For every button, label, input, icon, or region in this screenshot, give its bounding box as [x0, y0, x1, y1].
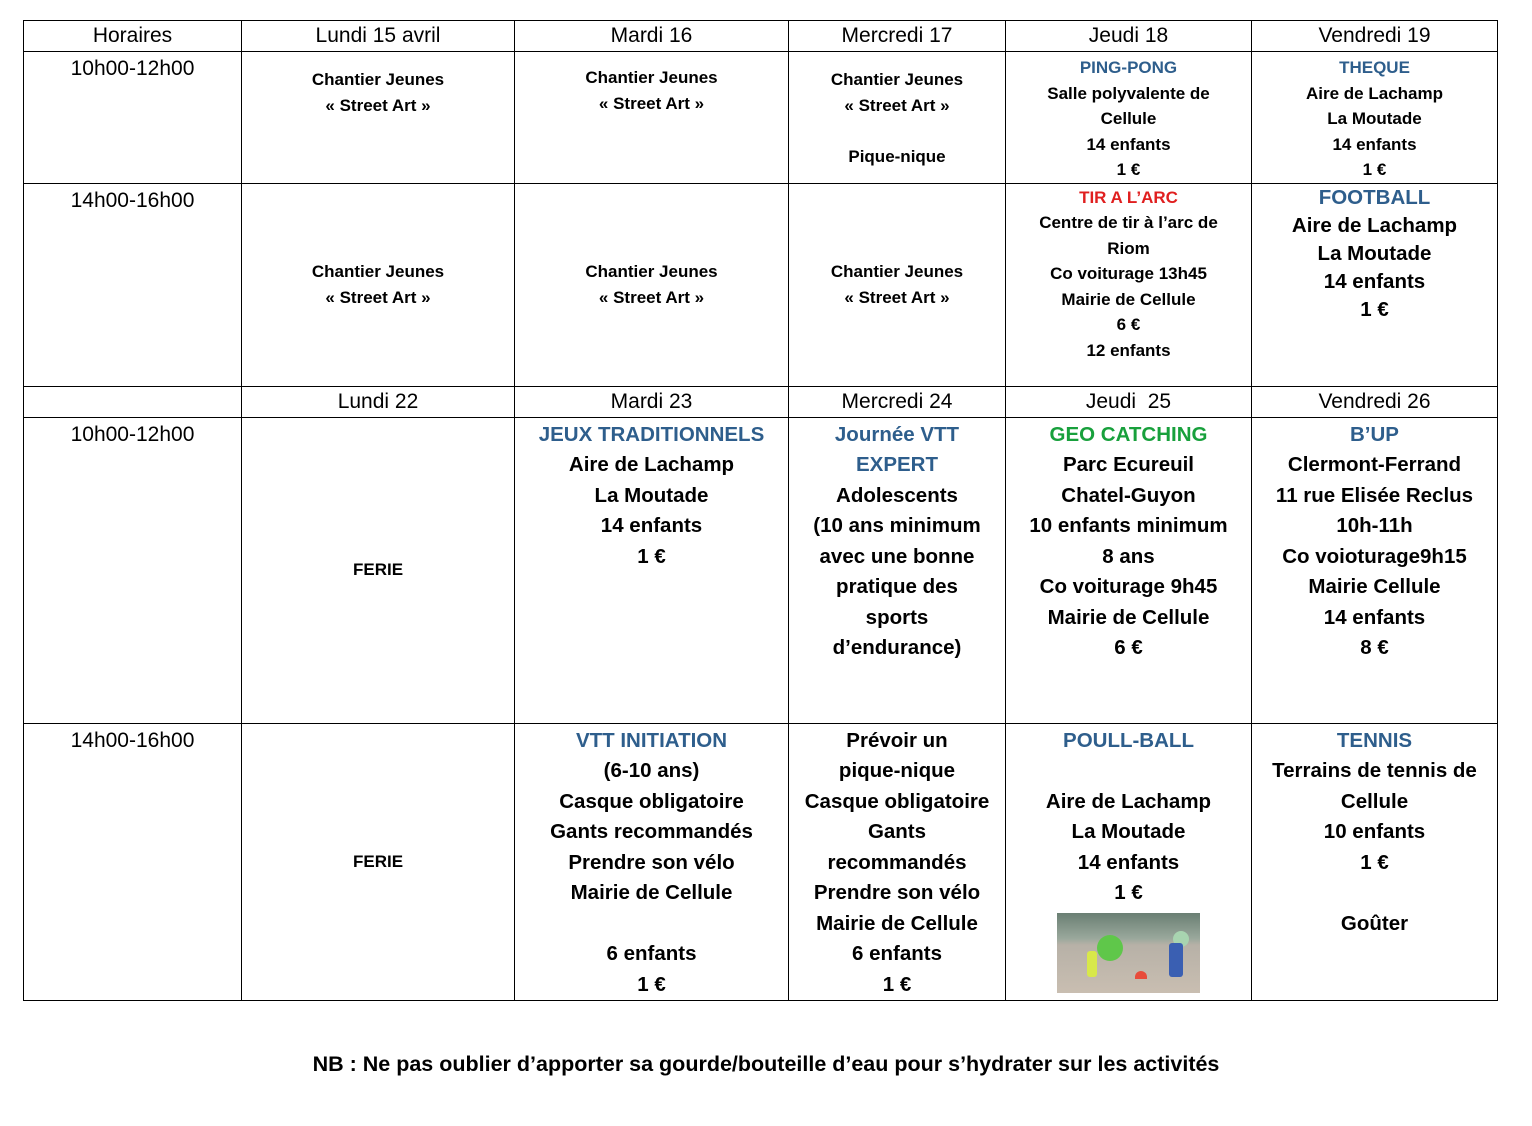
activity-line: Gants recommandés — [550, 820, 753, 843]
activity-line: Aire de Lachamp — [568, 453, 735, 476]
activity-line: 10h-11h — [1336, 514, 1413, 537]
row-week1-afternoon — [24, 183, 1498, 386]
activity-line: 14 enfants — [1323, 605, 1426, 629]
header-day: Jeudi 25 — [1006, 386, 1252, 417]
activity-cell — [1252, 417, 1498, 723]
spacer — [1006, 756, 1251, 787]
activity-line: « Street Art » — [844, 287, 950, 307]
activity-line: La Moutade — [1071, 820, 1186, 843]
activity-line: 1 € — [637, 972, 666, 996]
activity-cell — [515, 183, 789, 386]
header-empty — [24, 386, 242, 417]
header-row-week1 — [24, 21, 1498, 52]
activity-line: 6 € — [1116, 315, 1141, 334]
header-day: Lundi 15 avril — [242, 21, 515, 52]
activity-line: Adolescents — [836, 483, 958, 507]
photo-ball — [1097, 935, 1123, 961]
spacer — [1252, 878, 1497, 909]
activity-line: 1 € — [637, 544, 666, 568]
activity-line: pratique des — [836, 575, 958, 598]
activity-cell — [1006, 183, 1252, 386]
spacer — [789, 118, 1005, 144]
header-day: Mardi 16 — [515, 21, 789, 52]
activity-line: Cellule — [1340, 789, 1409, 813]
activity-line: Clermont-Ferrand — [1287, 453, 1462, 476]
activity-line: (10 ans minimum — [813, 514, 981, 537]
activity-line: Terrains de tennis de — [1272, 759, 1477, 782]
activity-title: THEQUE — [1339, 58, 1410, 77]
activity-line: 8 € — [1360, 636, 1389, 659]
activity-line: Prévoir un — [846, 728, 948, 752]
schedule-table — [23, 20, 1498, 1001]
activity-line: Chantier Jeunes — [830, 262, 964, 281]
activity-line: 10 enfants minimum — [1029, 514, 1228, 537]
activity-line: Mairie de Cellule — [1047, 605, 1210, 629]
activity-line: Prendre son vélo — [568, 850, 735, 874]
row-week2-morning — [24, 417, 1498, 723]
activity-line: 6 € — [1114, 636, 1143, 659]
time-slot: 10h00-12h00 — [24, 52, 242, 184]
activity-line: Casque obligatoire — [804, 789, 990, 813]
activity-title: POULL-BALL — [1063, 728, 1194, 752]
header-day: Mercredi 17 — [789, 21, 1006, 52]
activity-line: Pique-nique — [848, 146, 946, 166]
activity-line: Aire de Lachamp — [1291, 213, 1458, 237]
activity-line: 6 enfants — [852, 942, 942, 965]
time-slot: 14h00-16h00 — [24, 183, 242, 386]
activity-title: TENNIS — [1336, 728, 1413, 752]
ferie-cell: FERIE — [242, 723, 515, 1001]
activity-line: d’endurance) — [832, 636, 962, 659]
activity-line: Aire de Lachamp — [1306, 83, 1443, 103]
header-day: Mardi 23 — [515, 386, 789, 417]
spacer — [515, 909, 788, 940]
activity-line: « Street Art » — [325, 95, 431, 115]
header-day: Lundi 22 — [242, 386, 515, 417]
activity-cell — [789, 723, 1006, 1001]
activity-line: 10 enfants — [1323, 820, 1426, 843]
activity-cell — [1252, 52, 1498, 184]
activity-line: 1 € — [882, 972, 912, 996]
activity-line: 1 € — [1114, 881, 1143, 904]
ferie-cell: FERIE — [242, 417, 515, 723]
activity-line: 1 € — [1116, 160, 1141, 179]
activity-title: FOOTBALL — [1318, 185, 1431, 209]
activity-cell — [1252, 723, 1498, 1001]
time-slot: 14h00-16h00 — [24, 723, 242, 1001]
activity-line: La Moutade — [1327, 109, 1422, 128]
activity-line: avec une bonne — [819, 544, 975, 568]
activity-line: Co voioturage9h15 — [1282, 544, 1467, 568]
activity-line: « Street Art » — [598, 93, 705, 113]
activity-line: Cellule — [1100, 109, 1157, 128]
activity-cell — [789, 417, 1006, 723]
header-day: Mercredi 24 — [789, 386, 1006, 417]
activity-line: 14 enfants — [600, 514, 703, 537]
activity-line: Centre de tir à l’arc de — [1039, 213, 1218, 232]
activity-line: Mairie Cellule — [1308, 575, 1441, 598]
activity-line: (6-10 ans) — [603, 759, 700, 782]
activity-line: La Moutade — [594, 483, 709, 507]
time-slot: 10h00-12h00 — [24, 417, 242, 723]
activity-line: 8 ans — [1102, 544, 1155, 568]
row-week1-morning — [24, 52, 1498, 184]
activity-title: B’UP — [1350, 422, 1399, 446]
activity-title: PING-PONG — [1079, 58, 1178, 77]
activity-title: EXPERT — [855, 453, 939, 476]
footer-note: NB : Ne pas oublier d’apporter sa gourde/bouteille d’eau pour s’hydrater sur les activités — [312, 1052, 1220, 1076]
activity-line: sports — [865, 605, 929, 629]
activity-line: « Street Art » — [844, 95, 950, 115]
activity-line: 14 enfants — [1332, 134, 1417, 154]
row-week2-afternoon — [24, 723, 1498, 1001]
activity-cell — [1252, 183, 1498, 386]
activity-line: Chantier Jeunes — [311, 70, 445, 89]
activity-cell — [789, 52, 1006, 184]
activity-line: Gants — [867, 820, 927, 843]
activity-line: « Street Art » — [325, 287, 431, 307]
activity-line: 11 rue Elisée Reclus — [1275, 483, 1474, 507]
activity-title: VTT INITIATION — [575, 728, 728, 752]
activity-line: Goûter — [1340, 911, 1409, 935]
activity-cell — [242, 183, 515, 386]
activity-line: 14 enfants — [1077, 850, 1180, 874]
activity-line: 14 enfants — [1086, 134, 1171, 154]
activity-line: Chantier Jeunes — [585, 68, 718, 87]
activity-line: 1 € — [1360, 297, 1389, 321]
activity-title: JEUX TRADITIONNELS — [538, 422, 765, 446]
activity-line: Chantier Jeunes — [585, 262, 718, 281]
photo-cone — [1135, 971, 1147, 979]
activity-line: La Moutade — [1317, 241, 1432, 265]
header-day: Vendredi 19 — [1252, 21, 1498, 52]
header-day: Jeudi 18 — [1006, 21, 1252, 52]
activity-cell — [1006, 52, 1252, 184]
activity-cell — [789, 183, 1006, 386]
header-row-week2 — [24, 386, 1498, 417]
activity-line: Chantier Jeunes — [311, 262, 445, 281]
photo-child — [1087, 951, 1097, 977]
header-day: Vendredi 26 — [1252, 386, 1498, 417]
activity-line: pique-nique — [838, 759, 956, 782]
activity-title: GEO CATCHING — [1049, 422, 1208, 446]
activity-line: Prendre son vélo — [813, 881, 981, 904]
activity-cell — [1006, 417, 1252, 723]
activity-line: « Street Art » — [598, 287, 705, 307]
activity-line: Chatel-Guyon — [1061, 483, 1196, 507]
photo-child — [1169, 943, 1183, 977]
activity-line: Aire de Lachamp — [1045, 789, 1212, 813]
activity-line: Co voiturage 9h45 — [1039, 575, 1218, 598]
activity-line: 14 enfants — [1323, 269, 1426, 293]
activity-line: Parc Ecureuil — [1062, 453, 1195, 476]
activity-line: Casque obligatoire — [559, 789, 744, 813]
activity-line: Riom — [1107, 238, 1150, 258]
header-horaires: Horaires — [24, 21, 242, 52]
activity-line: Mairie de Cellule — [1061, 289, 1196, 309]
activity-line: 1 € — [1360, 850, 1389, 874]
activity-line: Salle polyvalente de — [1047, 83, 1210, 103]
activity-line: Co voiturage 13h45 — [1050, 264, 1207, 283]
activity-cell — [515, 52, 789, 184]
activity-line: Mairie de Cellule — [816, 911, 978, 935]
activity-line: Mairie de Cellule — [570, 881, 733, 904]
activity-cell — [242, 52, 515, 184]
activity-line: 1 € — [1362, 160, 1387, 179]
activity-cell — [515, 417, 789, 723]
activity-line: 6 enfants — [606, 942, 697, 965]
poull-ball-photo — [1057, 913, 1200, 993]
activity-title: Journée VTT — [834, 422, 960, 446]
activity-line: Chantier Jeunes — [830, 70, 964, 89]
activity-line: 12 enfants — [1086, 340, 1171, 360]
activity-title: TIR A L’ARC — [1079, 187, 1178, 207]
activity-line: recommandés — [827, 850, 967, 874]
activity-cell — [1006, 723, 1252, 1001]
activity-cell — [515, 723, 789, 1001]
